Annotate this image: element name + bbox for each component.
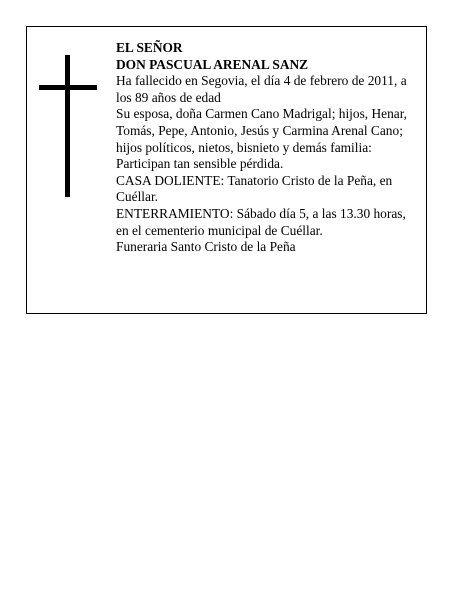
family-list: Su esposa, doña Carmen Cano Madrigal; hijos, Henar, Tomás, Pepe, Antonio, Jesús y Carmina Arenal Cano; hijos políticos, nietos, bisnieto y demás familia:	[116, 106, 408, 155]
cross-vertical-bar	[65, 55, 70, 197]
notice-text	[116, 40, 416, 256]
mourning-house: CASA DOLIENTE: Tanatorio Cristo de la Peña, en Cuéllar.	[116, 172, 393, 205]
cross-horizontal-bar	[39, 85, 97, 90]
participation-line: Participan tan sensible pérdida.	[116, 156, 284, 172]
obituary-notice	[26, 26, 427, 314]
notice-title-line1: EL SEÑOR	[116, 40, 183, 55]
notice-title-line2: DON PASCUAL ARENAL SANZ	[116, 56, 309, 72]
cross-icon	[39, 55, 97, 197]
burial-info: ENTERRAMIENTO: Sábado día 5, a las 13.30 horas, en el cementerio municipal de Cuéllar.	[116, 205, 406, 238]
funeral-home: Funeraria Santo Cristo de la Peña	[116, 239, 296, 255]
death-announcement: Ha fallecido en Segovia, el día 4 de febrero de 2011, a los 89 años de edad	[116, 73, 407, 105]
